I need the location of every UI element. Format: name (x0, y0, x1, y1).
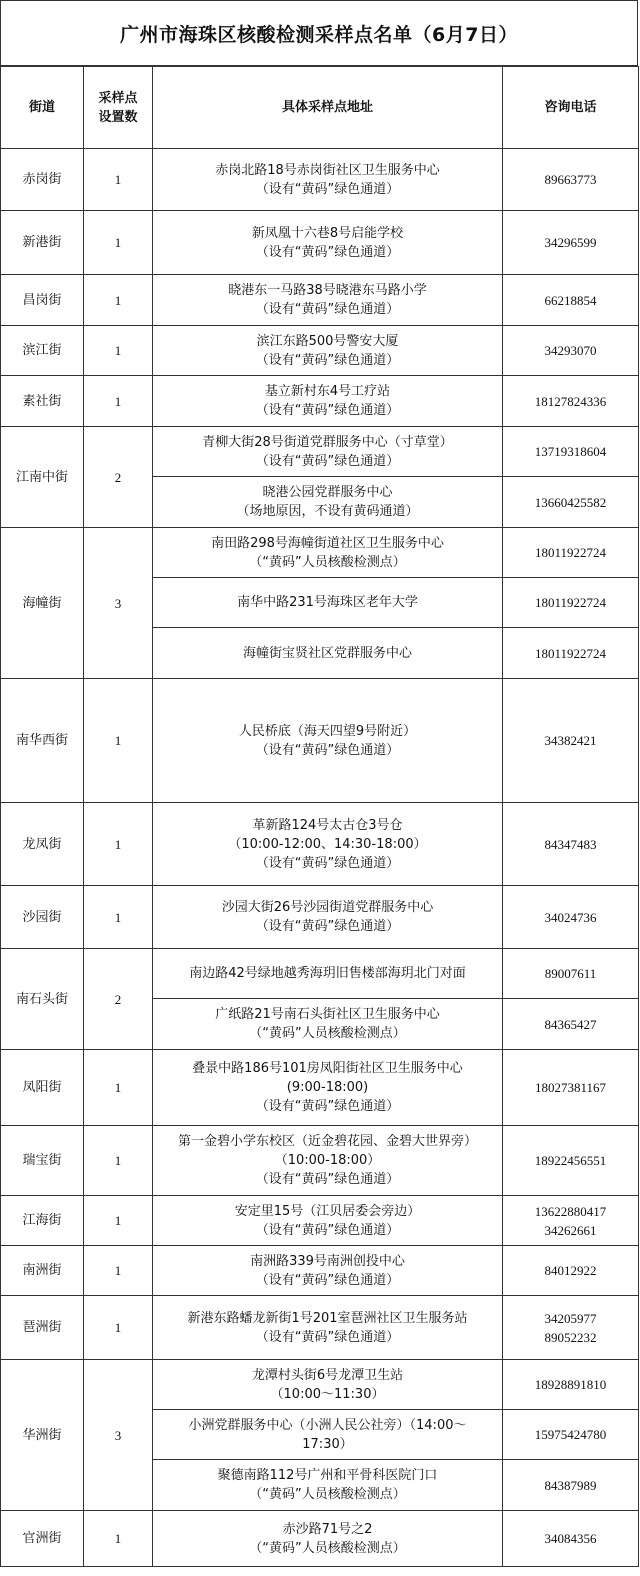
address-cell (153, 149, 503, 211)
address-line: （设有“黄码”绿色通道） (255, 302, 400, 317)
phone-cell (503, 949, 639, 999)
address-line: （设有“黄码”绿色通道） (255, 1272, 400, 1288)
address-line: （设有“黄码”绿色通道） (255, 1329, 400, 1345)
street-name-cell: 南石头街 (1, 949, 84, 1050)
phone-cell (503, 275, 639, 326)
phone-number: 15975424780 (534, 1427, 607, 1442)
address-cell (153, 999, 503, 1050)
phone-cell (503, 999, 639, 1050)
site-count-cell: 1 (84, 1296, 153, 1360)
phone-number: 89007611 (544, 966, 597, 981)
phone-number: 13660425582 (534, 494, 607, 510)
table-row (1, 149, 639, 211)
phone-cell (503, 1511, 639, 1567)
sampling-sites-table (0, 66, 639, 1567)
table-row (1, 275, 639, 326)
address-cell (153, 1050, 503, 1126)
header-street: 街道 (1, 67, 84, 149)
site-count-cell: 1 (84, 886, 153, 949)
site-count-cell: 2 (84, 949, 153, 1050)
site-count-cell: 1 (84, 1511, 153, 1567)
phone-cell (503, 1360, 639, 1410)
table-row (1, 1511, 639, 1567)
phone-cell (503, 376, 639, 427)
street-name-cell: 新港街 (1, 211, 84, 275)
site-count-cell: 1 (84, 326, 153, 376)
address-line: （“黄码”人员核酸检测点） (249, 1026, 406, 1041)
street-name-cell: 南洲街 (1, 1246, 84, 1296)
address-line: 第一金碧小学东校区（近金碧花园、金碧大世界旁） (177, 1134, 477, 1149)
address-line: （10:00-12:00、14:30-18:00） (228, 836, 427, 852)
site-count-cell: 1 (84, 679, 153, 803)
phone-number: 66218854 (544, 292, 597, 308)
table-row (1, 376, 639, 427)
address-cell (153, 1296, 503, 1360)
address-line: 南边路42号绿地越秀海玥旧售楼部海玥北门对面 (189, 966, 466, 981)
table-row (1, 1126, 639, 1196)
street-name-cell: 沙园街 (1, 886, 84, 949)
street-name-cell: 昌岗街 (1, 275, 84, 326)
address-line: 基立新村东4号工疗站 (264, 384, 391, 399)
phone-cell (503, 477, 639, 528)
address-line: （设有“黄码”绿色通道） (255, 1222, 400, 1238)
street-name-cell: 瑞宝街 (1, 1126, 84, 1196)
table-row (1, 949, 639, 999)
address-line: （“黄码”人员核酸检测点） (249, 554, 406, 570)
table-row (1, 1050, 639, 1126)
address-line: （设有“黄码”绿色通道） (255, 181, 400, 197)
phone-number: 89663773 (544, 172, 597, 187)
site-count-cell: 2 (84, 427, 153, 528)
street-name-cell: 琶洲街 (1, 1296, 84, 1360)
address-line: 新凤凰十六巷8号启能学校 (251, 225, 404, 241)
street-name-cell: 滨江街 (1, 326, 84, 376)
address-line: （设有“黄码”绿色通道） (255, 403, 400, 418)
site-count-cell: 1 (84, 376, 153, 427)
address-line: 晓港东一马路38号晓港东马路小学 (228, 283, 427, 298)
address-line: （设有“黄码”绿色通道） (255, 855, 400, 871)
address-cell (153, 1460, 503, 1511)
address-line: 南洲路339号南洲创投中心 (250, 1253, 405, 1269)
phone-number: 18011922724 (534, 595, 607, 610)
address-cell (153, 211, 503, 275)
address-line: （10:00～11:30） (270, 1386, 385, 1402)
address-line: （场地原因，不设有黄码通道） (236, 504, 419, 519)
address-line: 龙潭村头街6号龙潭卫生站 (251, 1367, 404, 1383)
address-cell (153, 1246, 503, 1296)
phone-number: 34205977 (544, 1310, 597, 1326)
phone-cell (503, 427, 639, 477)
address-cell (153, 628, 503, 679)
table-row (1, 1196, 639, 1246)
address-line: （设有“黄码”绿色通道） (255, 919, 400, 934)
address-line: 沙园大街26号沙园街道党群服务中心 (221, 900, 434, 915)
address-line: （设有“黄码”绿色通道） (255, 352, 400, 368)
site-count-cell: 1 (84, 211, 153, 275)
phone-cell (503, 326, 639, 376)
table-row (1, 211, 639, 275)
site-count-cell: 3 (84, 1360, 153, 1511)
address-line: (9:00-18:00) (286, 1080, 369, 1095)
address-line: （设有“黄码”绿色通道） (255, 742, 400, 758)
address-line: （设有“黄码”绿色通道） (255, 1099, 400, 1114)
page-title: 广州市海珠区核酸检测采样点名单（6月7日） (120, 23, 518, 46)
street-name-cell: 江南中街 (1, 427, 84, 528)
table-row (1, 1246, 639, 1296)
address-line: （“黄码”人员核酸检测点） (249, 1540, 406, 1556)
table-row (1, 427, 639, 477)
address-cell (153, 528, 503, 578)
table-body (1, 149, 639, 1567)
site-count-cell: 3 (84, 528, 153, 679)
address-cell (153, 1126, 503, 1196)
address-line: （设有“黄码”绿色通道） (255, 453, 400, 469)
table-row (1, 1360, 639, 1410)
address-line: （“黄码”人员核酸检测点） (249, 1487, 406, 1502)
address-cell (153, 427, 503, 477)
site-count-cell: 1 (84, 1246, 153, 1296)
header-row (1, 67, 639, 149)
street-name-cell: 凤阳街 (1, 1050, 84, 1126)
address-line: 南田路298号海幢街道社区卫生服务中心 (211, 535, 444, 551)
address-line: 赤岗北路18号赤岗街社区卫生服务中心 (215, 162, 440, 178)
address-cell (153, 578, 503, 628)
phone-cell (503, 886, 639, 949)
address-cell (153, 275, 503, 326)
phone-cell (503, 1050, 639, 1126)
phone-number: 18928891810 (534, 1377, 607, 1392)
header-phone: 咨询电话 (503, 67, 639, 149)
site-count-cell: 1 (84, 1126, 153, 1196)
phone-number: 84012922 (544, 1263, 597, 1278)
table-row (1, 679, 639, 803)
address-line: （10:00-18:00） (274, 1153, 381, 1168)
phone-number: 18011922724 (534, 545, 607, 560)
table-row (1, 528, 639, 578)
header-count-line-2: 设置数 (98, 109, 138, 125)
header-count (84, 67, 153, 149)
address-line: 海幢街宝贤社区党群服务中心 (242, 645, 412, 661)
street-name-cell: 龙凤街 (1, 803, 84, 886)
address-line: 青柳大街28号街道党群服务中心（寸草堂） (202, 434, 453, 450)
street-name-cell: 华洲街 (1, 1360, 84, 1511)
street-name-cell: 江海街 (1, 1196, 84, 1246)
phone-cell (503, 1296, 639, 1360)
phone-cell (503, 149, 639, 211)
phone-cell (503, 528, 639, 578)
address-line: 赤沙路71号之2 (282, 1521, 373, 1537)
phone-number: 34293070 (544, 343, 597, 358)
phone-number: 18922456551 (534, 1153, 607, 1168)
phone-number: 18127824336 (534, 393, 607, 409)
table-row (1, 803, 639, 886)
phone-number: 34084356 (544, 1531, 597, 1546)
street-name-cell: 海幢街 (1, 528, 84, 679)
phone-cell (503, 1246, 639, 1296)
phone-number: 13622880417 (534, 1203, 607, 1219)
address-line: 晓港公园党群服务中心 (262, 485, 393, 500)
address-cell (153, 376, 503, 427)
phone-number: 84387989 (544, 1477, 597, 1493)
phone-cell (503, 628, 639, 679)
address-cell (153, 949, 503, 999)
site-count-cell: 1 (84, 275, 153, 326)
address-cell (153, 886, 503, 949)
phone-cell (503, 679, 639, 803)
table-row (1, 326, 639, 376)
table-row (1, 1296, 639, 1360)
street-name-cell: 南华西街 (1, 679, 84, 803)
address-line: 人民桥底（海天四望9号附近） (238, 723, 417, 739)
phone-number: 84347483 (544, 836, 597, 852)
address-line: 南华中路231号海珠区老年大学 (237, 595, 418, 610)
phone-cell (503, 578, 639, 628)
phone-number: 84365427 (544, 1016, 597, 1032)
site-count-cell: 1 (84, 803, 153, 886)
street-name-cell: 素社街 (1, 376, 84, 427)
phone-number: 34262661 (544, 1222, 597, 1238)
address-line: 小洲党群服务中心（小洲人民公社旁）（14:00～ (188, 1417, 467, 1433)
address-line: （设有“黄码”绿色通道） (255, 244, 400, 260)
site-count-cell: 1 (84, 1196, 153, 1246)
address-cell (153, 803, 503, 886)
table-row (1, 886, 639, 949)
address-line: 革新路124号太古仓3号仓 (252, 817, 403, 833)
address-cell (153, 679, 503, 803)
header-address: 具体采样点地址 (153, 67, 503, 149)
phone-number: 34296599 (544, 235, 597, 250)
address-line: 叠景中路186号101房凤阳街社区卫生服务中心 (192, 1061, 463, 1076)
site-count-cell: 1 (84, 1050, 153, 1126)
phone-cell (503, 1460, 639, 1511)
address-cell (153, 1410, 503, 1460)
phone-cell (503, 1126, 639, 1196)
street-name-cell: 赤岗街 (1, 149, 84, 211)
address-line: （设有“黄码”绿色通道） (255, 1172, 400, 1187)
site-count-cell: 1 (84, 149, 153, 211)
phone-cell (503, 803, 639, 886)
phone-number: 18011922724 (534, 645, 607, 661)
phone-number: 13719318604 (534, 444, 607, 459)
phone-cell (503, 1196, 639, 1246)
title-box (0, 0, 638, 66)
address-line: 安定里15号（江贝居委会旁边） (234, 1203, 421, 1219)
phone-number: 34382421 (544, 733, 597, 748)
address-line: 广纸路21号南石头街社区卫生服务中心 (215, 1007, 440, 1022)
address-line: 17:30） (302, 1436, 353, 1452)
address-line: 聚德南路112号广州和平骨科医院门口 (217, 1468, 438, 1483)
phone-number: 34024736 (544, 909, 597, 925)
address-cell (153, 1196, 503, 1246)
address-line: 滨江东路500号警安大厦 (256, 333, 399, 349)
address-cell (153, 1360, 503, 1410)
address-cell (153, 326, 503, 376)
address-line: 新港东路蟠龙新街1号201室琶洲社区卫生服务站 (187, 1310, 468, 1326)
street-name-cell: 官洲街 (1, 1511, 84, 1567)
address-cell (153, 1511, 503, 1567)
phone-number: 18027381167 (534, 1080, 607, 1095)
header-count-line-1: 采样点 (98, 90, 138, 106)
address-cell (153, 477, 503, 528)
phone-cell (503, 1410, 639, 1460)
phone-number: 89052232 (544, 1329, 597, 1345)
phone-cell (503, 211, 639, 275)
